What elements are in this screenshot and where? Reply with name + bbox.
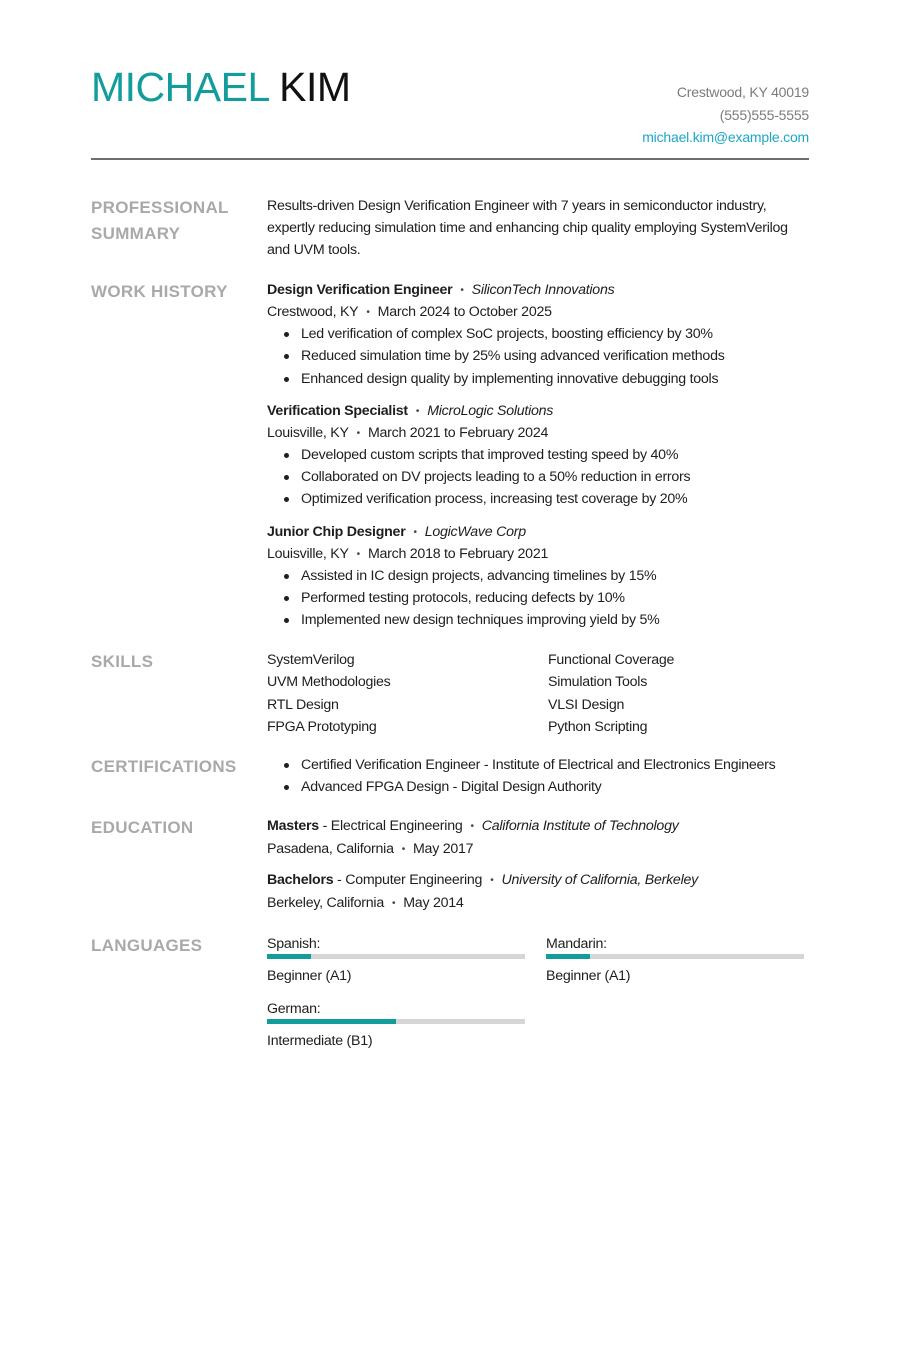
email-link[interactable]: michael.kim@example.com xyxy=(642,129,809,145)
bullet-item: Collaborated on DV projects leading to a 50% reduction in errors xyxy=(281,466,809,488)
education-meta xyxy=(267,892,809,914)
bullet-item: Reduced simulation time by 25% using advanced verification methods xyxy=(281,345,809,367)
job-location: Louisville, KY xyxy=(267,424,349,441)
job-dates: March 2018 to February 2021 xyxy=(367,545,549,562)
job-header xyxy=(267,279,809,301)
job-company: MicroLogic Solutions xyxy=(427,402,554,419)
separator-dot: • xyxy=(470,821,474,832)
skill-item: UVM Methodologies xyxy=(267,674,391,691)
bullet-item: Assisted in IC design projects, advancing timelines by 15% xyxy=(281,565,809,587)
language-level: Beginner (A1) xyxy=(267,968,352,984)
certification-item: Advanced FPGA Design - Digital Design Authority xyxy=(281,776,809,798)
proficiency-bar-fill xyxy=(267,954,311,959)
separator-dot: • xyxy=(366,307,370,318)
separator-dot: • xyxy=(391,898,396,909)
bullet-item: Enhanced design quality by implementing innovative debugging tools xyxy=(281,368,809,390)
contact-block xyxy=(642,81,809,149)
section-title-languages: LANGUAGES xyxy=(91,936,203,955)
proficiency-bar-fill xyxy=(267,1019,396,1024)
summary-text: Results-driven Design Verification Engineer with 7 years in semiconductor industry, expertly reducing simulation time and enhancing chip quality employing SystemVerilog and UVM tools. xyxy=(267,198,788,258)
language-item xyxy=(267,933,525,987)
section-title-work-history: WORK HISTORY xyxy=(91,282,228,301)
certification-list xyxy=(267,754,809,799)
job-entry xyxy=(267,521,809,632)
language-item xyxy=(546,933,804,987)
job-title: Verification Specialist xyxy=(267,402,408,419)
bullet-item: Optimized verification process, increasing test coverage by 20% xyxy=(281,488,809,510)
skills-grid xyxy=(267,649,809,738)
job-header xyxy=(267,521,809,543)
section-title-skills: SKILLS xyxy=(91,652,154,671)
graduation-date: May 2014 xyxy=(403,895,464,911)
skill-item: VLSI Design xyxy=(548,696,625,713)
work-history-body xyxy=(267,279,809,642)
education-meta xyxy=(267,838,809,860)
job-meta xyxy=(267,422,809,444)
job-company: SiliconTech Innovations xyxy=(471,282,615,298)
separator-dot: • xyxy=(356,427,360,439)
job-company: LogicWave Corp xyxy=(424,523,526,540)
summary-body xyxy=(267,195,809,261)
job-entry xyxy=(267,279,809,390)
language-name: German: xyxy=(267,1001,321,1017)
bullet-item: Led verification of complex SoC projects, boosting efficiency by 30% xyxy=(281,323,809,345)
field-of-study: - Electrical Engineering xyxy=(318,818,463,834)
language-item xyxy=(267,998,525,1052)
job-title: Junior Chip Designer xyxy=(267,523,406,540)
job-entry xyxy=(267,400,809,511)
separator-dot: • xyxy=(460,285,464,296)
header-divider xyxy=(91,158,809,160)
proficiency-bar xyxy=(267,1019,525,1024)
job-dates: March 2021 to February 2024 xyxy=(367,424,549,441)
education-location: Pasadena, California xyxy=(267,841,394,857)
bullet-item: Implemented new design techniques improving yield by 5% xyxy=(281,609,809,631)
certifications-body xyxy=(267,754,809,799)
degree: Masters xyxy=(267,818,319,834)
certification-item: Certified Verification Engineer - Institute of Electrical and Electronics Engineers xyxy=(281,754,809,776)
job-header xyxy=(267,400,809,422)
job-location: Louisville, KY xyxy=(267,545,349,562)
address: Crestwood, KY 40019 xyxy=(676,84,809,100)
job-dates: March 2024 to October 2025 xyxy=(377,304,552,320)
education-location: Berkeley, California xyxy=(267,895,384,911)
language-name: Mandarin: xyxy=(546,936,607,952)
separator-dot: • xyxy=(413,526,417,538)
separator-dot: • xyxy=(401,844,405,855)
job-bullets xyxy=(267,565,809,632)
language-name: Spanish: xyxy=(267,936,321,952)
skill-item: Python Scripting xyxy=(548,718,648,735)
bullet-item: Developed custom scripts that improved testing speed by 40% xyxy=(281,444,809,466)
field-of-study: - Computer Engineering xyxy=(333,872,483,888)
job-location: Crestwood, KY xyxy=(267,304,359,320)
job-bullets xyxy=(267,444,809,511)
separator-dot: • xyxy=(356,548,360,560)
section-title-summary: PROFESSIONAL SUMMARY xyxy=(91,198,229,243)
proficiency-bar xyxy=(267,954,525,959)
education-entry xyxy=(267,815,809,860)
degree: Bachelors xyxy=(267,872,334,888)
job-meta xyxy=(267,301,809,323)
candidate-name xyxy=(91,62,351,112)
section-title-education: EDUCATION xyxy=(91,818,194,837)
languages-grid xyxy=(267,933,809,1063)
skill-item: Simulation Tools xyxy=(548,674,648,691)
education-body xyxy=(267,815,809,923)
school-name: University of California, Berkeley xyxy=(501,872,698,888)
school-name: California Institute of Technology xyxy=(481,818,679,834)
bullet-item: Performed testing protocols, reducing defects by 10% xyxy=(281,587,809,609)
skill-item: RTL Design xyxy=(267,696,339,713)
resume-header xyxy=(91,62,809,145)
section-title-certifications: CERTIFICATIONS xyxy=(91,757,237,776)
last-name: KIM xyxy=(279,64,351,110)
first-name: MICHAEL xyxy=(91,64,269,110)
phone: (555)555-5555 xyxy=(719,106,809,123)
skill-item: Functional Coverage xyxy=(548,652,675,668)
proficiency-bar-fill xyxy=(546,954,590,959)
skill-item: FPGA Prototyping xyxy=(267,718,377,735)
proficiency-bar xyxy=(546,954,804,959)
language-level: Intermediate (B1) xyxy=(267,1033,373,1049)
separator-dot: • xyxy=(415,405,420,417)
job-meta xyxy=(267,543,809,565)
education-header xyxy=(267,815,809,838)
skill-item: SystemVerilog xyxy=(267,652,355,668)
education-header xyxy=(267,869,809,892)
separator-dot: • xyxy=(490,875,494,886)
education-entry xyxy=(267,869,809,914)
job-bullets xyxy=(267,323,809,390)
languages-body xyxy=(267,933,809,1063)
job-title: Design Verification Engineer xyxy=(267,282,453,298)
skills-body xyxy=(267,649,809,738)
graduation-date: May 2017 xyxy=(412,841,474,857)
language-level: Beginner (A1) xyxy=(546,968,631,984)
